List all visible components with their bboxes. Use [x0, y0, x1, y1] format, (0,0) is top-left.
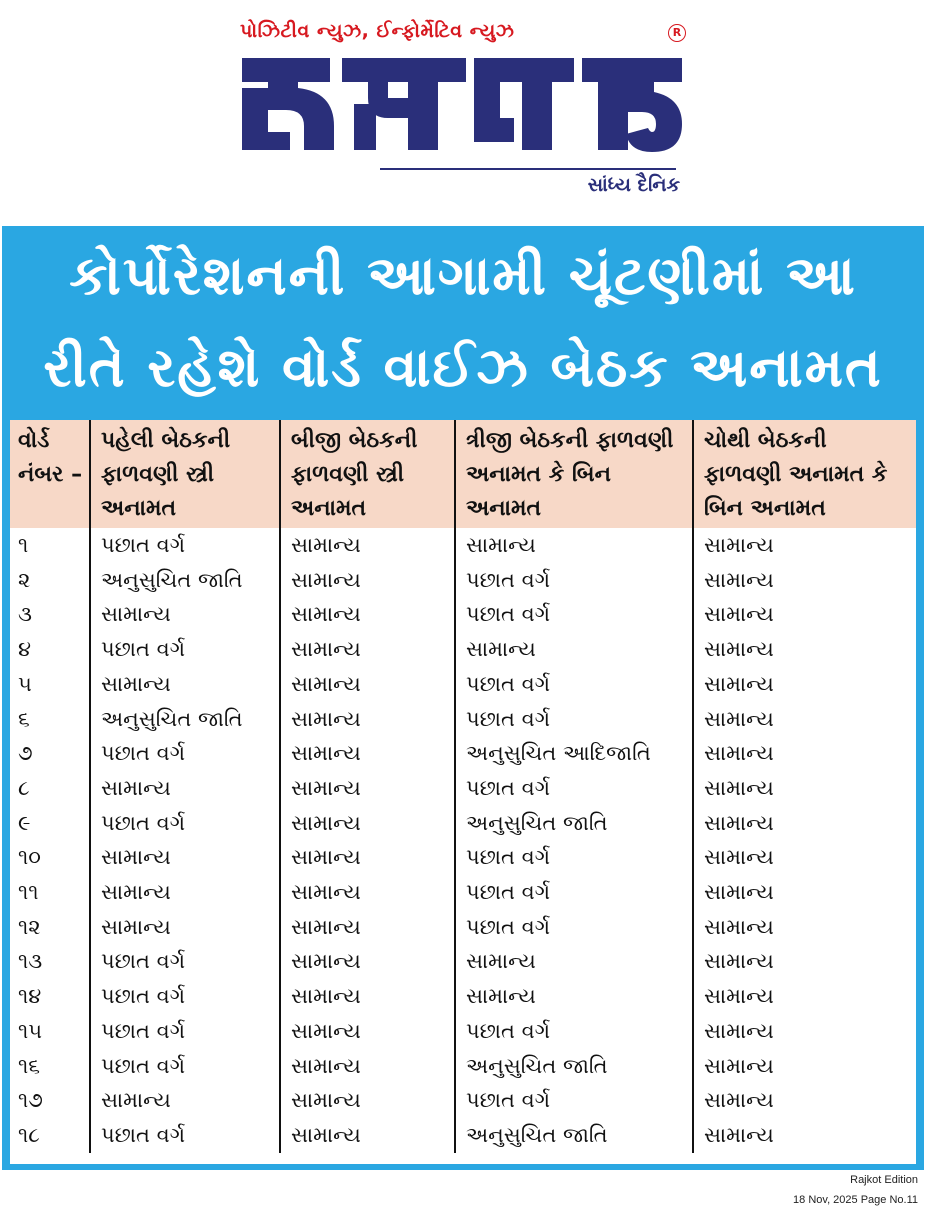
cell-second-seat: સામાન્ય — [280, 1014, 455, 1049]
cell-ward-number: ૧૭ — [18, 1088, 43, 1113]
cell-third-seat: પછાત વર્ગ — [455, 771, 693, 806]
cell-ward-number: ૮ — [18, 775, 30, 800]
cell-ward-number: ૩ — [18, 602, 32, 627]
cell-second-seat: સામાન્ય — [280, 910, 455, 945]
cell-ward-number: ૬ — [18, 706, 30, 731]
cell-fourth-seat: સામાન્ય — [693, 1118, 916, 1153]
cell-first-seat: સામાન્ય — [90, 667, 280, 702]
table-row — [10, 771, 916, 806]
cell-first-seat: સામાન્ય — [90, 910, 280, 945]
cell-ward-number: ૧૩ — [18, 949, 43, 974]
header-ward-number: વોર્ડ નંબર – — [10, 420, 90, 528]
cell-fourth-seat: સામાન્ય — [693, 944, 916, 979]
cell-fourth-seat: સામાન્ય — [693, 979, 916, 1014]
cell-ward-number: ૧૪ — [18, 984, 42, 1009]
edition-label: Rajkot Edition — [850, 1174, 918, 1186]
cell-second-seat: સામાન્ય — [280, 944, 455, 979]
cell-first-seat: અનુસુચિત જાતિ — [90, 702, 280, 737]
cell-second-seat: સામાન્ય — [280, 1049, 455, 1084]
cell-third-seat: પછાત વર્ગ — [455, 875, 693, 910]
cell-first-seat: સામાન્ય — [90, 771, 280, 806]
cell-fourth-seat: સામાન્ય — [693, 736, 916, 771]
cell-ward-number: ૧૮ — [18, 1122, 40, 1147]
header-first-seat: પહેલી બેઠકની ફાળવણી સ્ત્રી અનામત — [90, 420, 280, 528]
table-row — [10, 1014, 916, 1049]
cell-second-seat: સામાન્ય — [280, 840, 455, 875]
cell-second-seat: સામાન્ય — [280, 736, 455, 771]
cell-fourth-seat: સામાન્ય — [693, 702, 916, 737]
table-body — [10, 528, 916, 1153]
cell-first-seat: પછાત વર્ગ — [90, 806, 280, 841]
page-info: 18 Nov, 2025 Page No.11 — [793, 1194, 918, 1206]
cell-first-seat: સામાન્ય — [90, 875, 280, 910]
cell-third-seat: પછાત વર્ગ — [455, 1083, 693, 1118]
cell-first-seat: પછાત વર્ગ — [90, 736, 280, 771]
cell-first-seat: પછાત વર્ગ — [90, 1049, 280, 1084]
masthead-subtitle: સાંધ્ય દૈનિક — [587, 174, 680, 196]
cell-ward-number: ૨ — [18, 567, 31, 592]
cell-fourth-seat: સામાન્ય — [693, 1014, 916, 1049]
table-row — [10, 1083, 916, 1118]
cell-fourth-seat: સામાન્ય — [693, 1083, 916, 1118]
table-row — [10, 979, 916, 1014]
table-row — [10, 944, 916, 979]
cell-ward-number: ૫ — [18, 671, 32, 696]
cell-first-seat: પછાત વર્ગ — [90, 1118, 280, 1153]
cell-fourth-seat: સામાન્ય — [693, 910, 916, 945]
cell-second-seat: સામાન્ય — [280, 597, 455, 632]
masthead-divider — [380, 168, 676, 170]
cell-third-seat: સામાન્ય — [455, 979, 693, 1014]
header-second-seat: બીજી બેઠકની ફાળવણી સ્ત્રી અનામત — [280, 420, 455, 528]
cell-fourth-seat: સામાન્ય — [693, 632, 916, 667]
table-row — [10, 597, 916, 632]
table-row — [10, 840, 916, 875]
cell-third-seat: પછાત વર્ગ — [455, 910, 693, 945]
cell-second-seat: સામાન્ય — [280, 1118, 455, 1153]
cell-second-seat: સામાન્ય — [280, 528, 455, 563]
cell-fourth-seat: સામાન્ય — [693, 771, 916, 806]
cell-ward-number: ૯ — [18, 810, 31, 835]
cell-third-seat: સામાન્ય — [455, 944, 693, 979]
cell-third-seat: સામાન્ય — [455, 528, 693, 563]
cell-ward-number: ૧૧ — [18, 880, 39, 905]
headline-line-2: રીતે રહેશે વોર્ડ વાઈઝ બેઠક અનામત — [43, 336, 883, 399]
table-row — [10, 528, 916, 563]
table-row — [10, 667, 916, 702]
reservation-table-container — [10, 420, 916, 1164]
cell-ward-number: ૭ — [18, 741, 33, 766]
cell-fourth-seat: સામાન્ય — [693, 1049, 916, 1084]
headline — [2, 230, 924, 420]
cell-second-seat: સામાન્ય — [280, 771, 455, 806]
cell-third-seat: પછાત વર્ગ — [455, 840, 693, 875]
cell-second-seat: સામાન્ય — [280, 702, 455, 737]
cell-fourth-seat: સામાન્ય — [693, 667, 916, 702]
headline-line-1: કોર્પોરેશનની આગામી ચૂંટણીમાં આ — [69, 244, 857, 307]
cell-first-seat: સામાન્ય — [90, 597, 280, 632]
table-row — [10, 910, 916, 945]
cell-ward-number: ૧૦ — [18, 845, 41, 870]
table-row — [10, 1118, 916, 1153]
cell-fourth-seat: સામાન્ય — [693, 528, 916, 563]
cell-first-seat: અનુસુચિત જાતિ — [90, 563, 280, 598]
cell-fourth-seat: સામાન્ય — [693, 875, 916, 910]
header-third-seat: ત્રીજી બેઠકની ફાળવણી અનામત કે બિન અનામત — [455, 420, 693, 528]
cell-second-seat: સામાન્ય — [280, 632, 455, 667]
cell-first-seat: પછાત વર્ગ — [90, 528, 280, 563]
cell-third-seat: અનુસુચિત જાતિ — [455, 1118, 693, 1153]
cell-second-seat: સામાન્ય — [280, 1083, 455, 1118]
cell-third-seat: પછાત વર્ગ — [455, 1014, 693, 1049]
cell-third-seat: અનુસુચિત જાતિ — [455, 806, 693, 841]
cell-ward-number: ૧૨ — [18, 914, 41, 939]
cell-third-seat: અનુસુચિત જાતિ — [455, 1049, 693, 1084]
ward-reservation-table — [10, 420, 916, 1153]
table-row — [10, 1049, 916, 1084]
table-row — [10, 563, 916, 598]
cell-ward-number: ૧૫ — [18, 1018, 43, 1043]
cell-ward-number: ૧૬ — [18, 1053, 41, 1078]
registered-trademark-icon: R — [668, 24, 686, 42]
cell-second-seat: સામાન્ય — [280, 667, 455, 702]
cell-fourth-seat: સામાન્ય — [693, 563, 916, 598]
cell-third-seat: પછાત વર્ગ — [455, 597, 693, 632]
masthead-tagline: પોઝિટીવ ન્યુઝ, ઈન્ફોર્મેટિવ ન્યુઝ — [240, 20, 515, 42]
cell-first-seat: પછાત વર્ગ — [90, 944, 280, 979]
cell-fourth-seat: સામાન્ય — [693, 806, 916, 841]
table-row — [10, 806, 916, 841]
cell-first-seat: સામાન્ય — [90, 1083, 280, 1118]
table-row — [10, 702, 916, 737]
newspaper-logo — [238, 48, 686, 160]
news-panel — [2, 226, 924, 1170]
cell-third-seat: પછાત વર્ગ — [455, 563, 693, 598]
cell-first-seat: સામાન્ય — [90, 840, 280, 875]
logo-text — [238, 48, 686, 160]
cell-third-seat: પછાત વર્ગ — [455, 702, 693, 737]
cell-first-seat: પછાત વર્ગ — [90, 1014, 280, 1049]
cell-second-seat: સામાન્ય — [280, 806, 455, 841]
table-header-row — [10, 420, 916, 528]
cell-second-seat: સામાન્ય — [280, 875, 455, 910]
header-fourth-seat: ચોથી બેઠકની ફાળવણી અનામત કે બિન અનામત — [693, 420, 916, 528]
cell-second-seat: સામાન્ય — [280, 563, 455, 598]
cell-third-seat: સામાન્ય — [455, 632, 693, 667]
table-row — [10, 632, 916, 667]
cell-ward-number: ૧ — [18, 533, 29, 557]
cell-second-seat: સામાન્ય — [280, 979, 455, 1014]
table-row — [10, 875, 916, 910]
masthead — [0, 0, 926, 222]
cell-first-seat: પછાત વર્ગ — [90, 632, 280, 667]
table-row — [10, 736, 916, 771]
cell-first-seat: પછાત વર્ગ — [90, 979, 280, 1014]
cell-third-seat: અનુસુચિત આદિજાતિ — [455, 736, 693, 771]
cell-fourth-seat: સામાન્ય — [693, 840, 916, 875]
cell-ward-number: ૪ — [18, 637, 32, 662]
cell-fourth-seat: સામાન્ય — [693, 597, 916, 632]
cell-third-seat: પછાત વર્ગ — [455, 667, 693, 702]
